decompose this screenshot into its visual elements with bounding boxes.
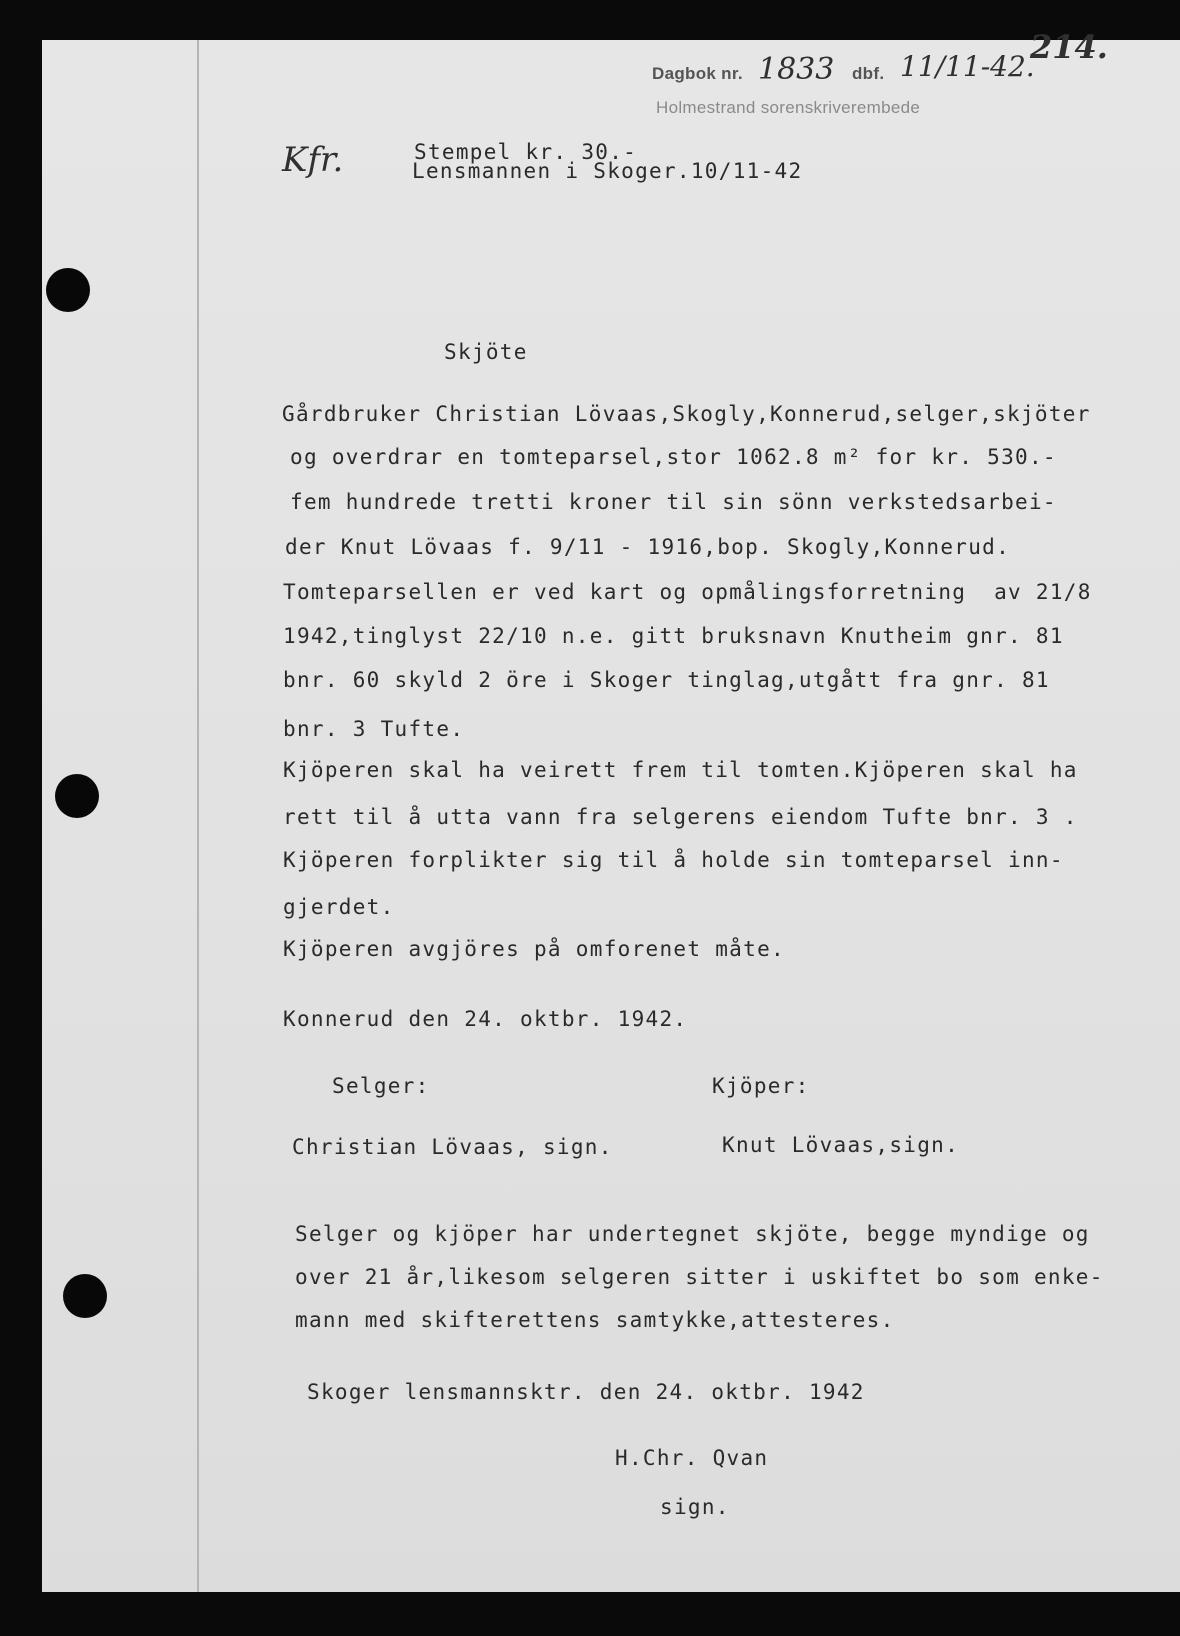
- body-line: der Knut Lövaas f. 9/11 - 1916,bop. Skogly,Konnerud.: [285, 535, 1011, 559]
- seller-signature: Christian Lövaas, sign.: [292, 1135, 613, 1159]
- body-line: Kjöperen forplikter sig til å holde sin tomteparsel inn-: [283, 848, 1064, 872]
- office-stamp: Holmestrand sorenskriverembede: [656, 98, 921, 117]
- margin-rule: [197, 40, 199, 1636]
- dagbok-stamp: [652, 64, 743, 84]
- attest-line: over 21 år,likesom selgeren sitter i uskiftet bo som enke-: [295, 1265, 1104, 1289]
- issuer-line: Lensmannen i Skoger.10/11-42: [412, 159, 803, 183]
- body-line: Kjöperen skal ha veirett frem til tomten.Kjöperen skal ha: [283, 758, 1078, 782]
- attest-line: Selger og kjöper har undertegnet skjöte, begge myndige og: [295, 1222, 1090, 1246]
- document-title: Skjöte: [444, 340, 528, 364]
- dbf-label: dbf.: [852, 64, 885, 83]
- body-line: og overdrar en tomteparsel,stor 1062.8 m² for kr. 530.-: [290, 445, 1057, 469]
- body-line: bnr. 3 Tufte.: [283, 717, 465, 741]
- buyer-label: Kjöper:: [712, 1074, 810, 1098]
- body-line: Gårdbruker Christian Lövaas,Skogly,Konnerud,selger,skjöter: [282, 402, 1091, 426]
- dbf-date: 11/11-42.: [900, 50, 1035, 83]
- body-line: bnr. 60 skyld 2 öre i Skoger tinglag,utgått fra gnr. 81: [283, 668, 1050, 692]
- stamp-duty: Stempel kr. 30.-: [414, 140, 638, 164]
- officer-signature: sign.: [660, 1495, 730, 1519]
- attest-line: mann med skifterettens samtykke,attesteres.: [295, 1308, 895, 1332]
- officer-name: H.Chr. Qvan: [615, 1446, 769, 1470]
- buyer-signature: Knut Lövaas,sign.: [722, 1133, 960, 1157]
- punch-hole: [55, 774, 99, 818]
- body-line: rett til å utta vann fra selgerens eiendom Tufte bnr. 3 .: [283, 805, 1078, 829]
- punch-hole: [63, 1274, 107, 1318]
- body-line: fem hundrede tretti kroner til sin sönn verkstedsarbei-: [290, 490, 1057, 514]
- place-date: Konnerud den 24. oktbr. 1942.: [283, 1007, 688, 1031]
- body-line: gjerdet.: [283, 895, 395, 919]
- scan-border-bottom: [0, 1592, 1180, 1636]
- dagbok-prefix: Dagbok nr.: [652, 64, 743, 83]
- body-line: 1942,tinglyst 22/10 n.e. gitt bruksnavn Knutheim gnr. 81: [283, 624, 1064, 648]
- dagbok-number: 1833: [758, 52, 835, 87]
- body-line: Kjöperen avgjöres på omforenet måte.: [283, 937, 785, 961]
- seller-label: Selger:: [332, 1074, 430, 1098]
- page-number: 214.: [1030, 28, 1108, 66]
- attest-place-date: Skoger lensmannsktr. den 24. oktbr. 1942: [307, 1380, 865, 1404]
- initials: Kfr.: [282, 140, 344, 180]
- body-line: Tomteparsellen er ved kart og opmålingsforretning av 21/8: [283, 580, 1092, 604]
- dbf-label-wrap: [852, 64, 884, 84]
- punch-hole: [46, 268, 90, 312]
